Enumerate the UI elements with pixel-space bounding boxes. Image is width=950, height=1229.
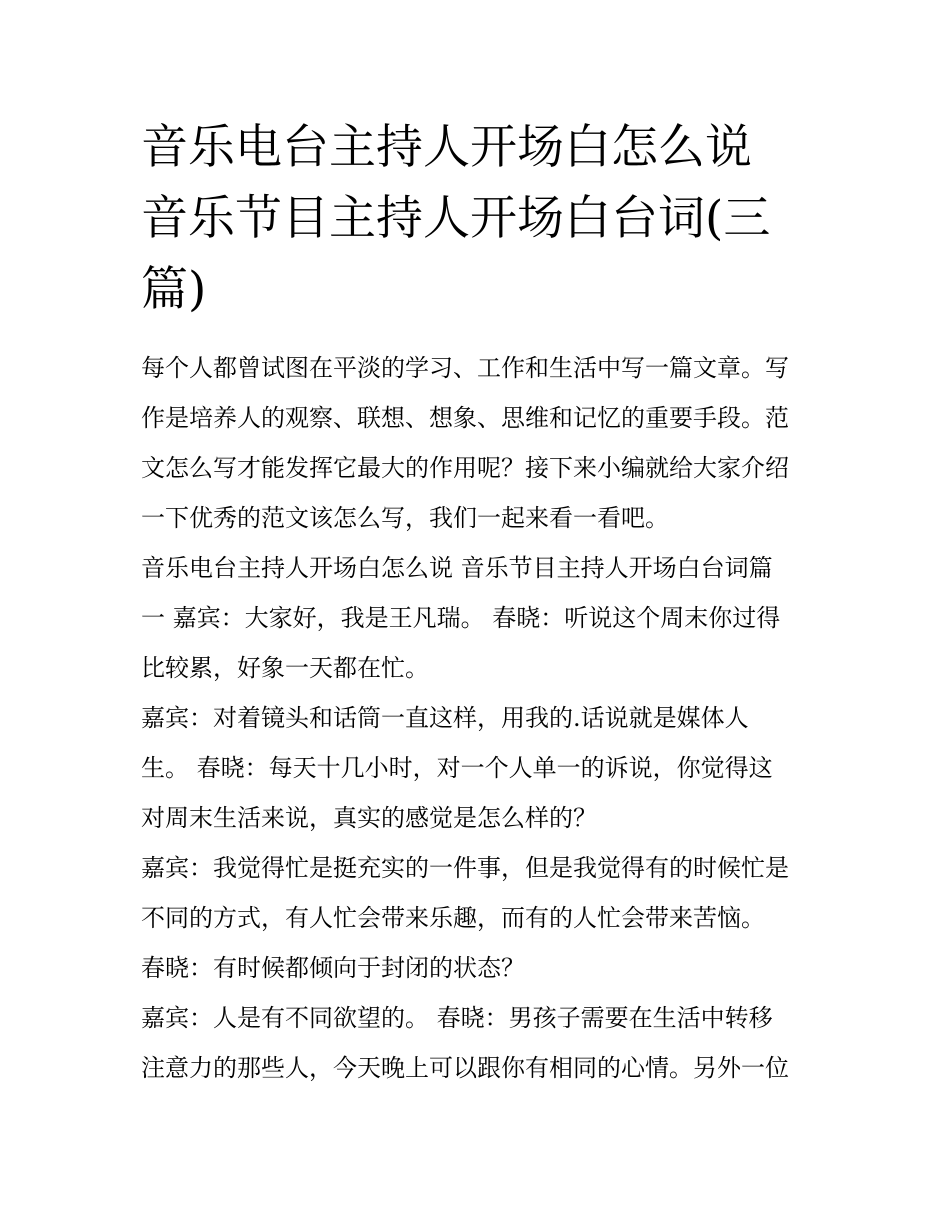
paragraph-intro xyxy=(141,343,813,543)
title-line: 篇) xyxy=(141,262,207,317)
text-line: 对周末生活来说，真实的感觉是怎么样的？ xyxy=(141,804,597,832)
document-page xyxy=(141,112,813,1093)
text-line: 嘉宾：人是有不同欲望的。 春晓：男孩子需要在生活中转移 xyxy=(141,1004,773,1032)
paragraph-dialogue xyxy=(141,993,813,1093)
paragraph-dialogue xyxy=(141,943,813,993)
text-line: 嘉宾：对着镜头和话筒一直这样，用我的.话说就是媒体人 xyxy=(141,704,749,732)
text-line: 作是培养人的观察、联想、想象、思维和记忆的重要手段。范 xyxy=(141,404,789,432)
text-line: 每个人都曾试图在平淡的学习、工作和生活中写一篇文章。写 xyxy=(141,354,789,382)
text-line: 一 嘉宾：大家好，我是王凡瑞。 春晓：听说这个周末你过得 xyxy=(141,604,781,632)
text-line: 嘉宾：我觉得忙是挺充实的一件事，但是我觉得有的时候忙是 xyxy=(141,854,789,882)
text-line: 不同的方式，有人忙会带来乐趣，而有的人忙会带来苦恼。 xyxy=(141,904,765,932)
document-title xyxy=(141,112,813,325)
text-line: 一下优秀的范文该怎么写，我们一起来看一看吧。 xyxy=(141,504,669,532)
title-line: 音乐电台主持人开场白怎么说 xyxy=(141,120,752,175)
title-line: 音乐节目主持人开场白台词(三 xyxy=(141,191,771,246)
text-line: 文怎么写才能发挥它最大的作用呢？接下来小编就给大家介绍 xyxy=(141,454,789,482)
text-line: 音乐电台主持人开场白怎么说 音乐节目主持人开场白台词篇 xyxy=(141,554,773,582)
paragraph-section-one xyxy=(141,543,813,693)
paragraph-dialogue xyxy=(141,693,813,843)
text-line: 生。 春晓：每天十几小时，对一个人单一的诉说，你觉得这 xyxy=(141,754,773,782)
text-line: 春晓：有时候都倾向于封闭的状态？ xyxy=(141,954,525,982)
text-line: 注意力的那些人，今天晚上可以跟你有相同的心情。另外一位 xyxy=(141,1054,789,1082)
document-body xyxy=(141,343,813,1093)
text-line: 比较累，好象一天都在忙。 xyxy=(141,654,429,682)
paragraph-dialogue xyxy=(141,843,813,943)
